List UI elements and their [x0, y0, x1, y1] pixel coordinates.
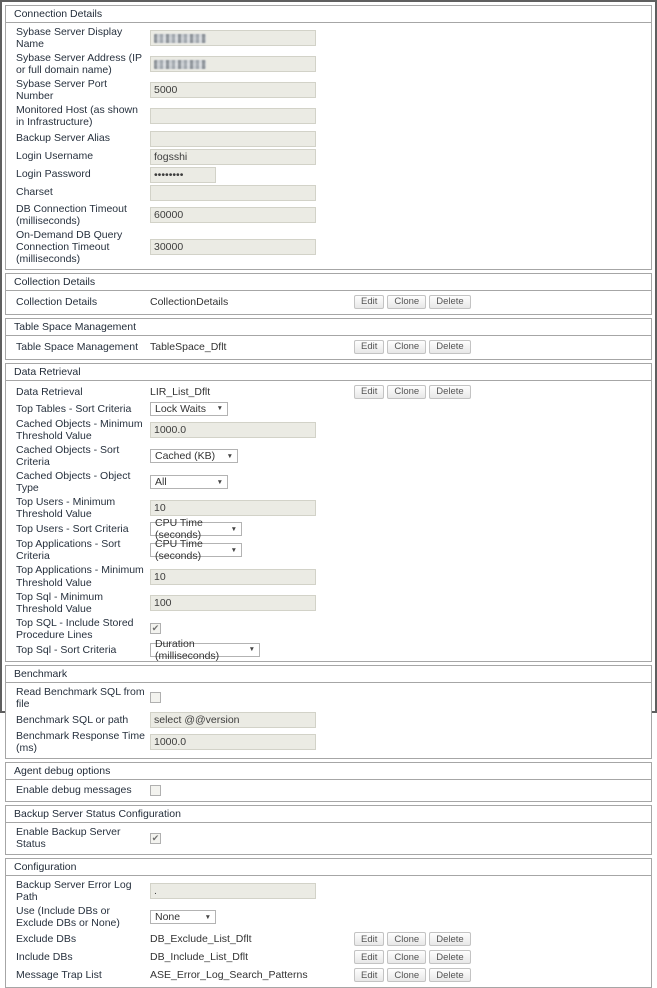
backup-server-error-log-path-input[interactable]: [150, 883, 316, 899]
benchmark-response-time-ms-input[interactable]: [150, 734, 316, 750]
property-row: [6, 401, 651, 417]
redacted-value: [154, 60, 206, 69]
section-rows: [6, 780, 651, 801]
edit-button[interactable]: Edit: [354, 950, 384, 964]
section-rows: [6, 876, 651, 987]
field-label: Backup Server Error Log Path: [16, 879, 132, 904]
input-value: fogsshi: [154, 150, 188, 163]
field-label: Top Sql - Minimum Threshold Value: [16, 590, 103, 615]
field-label: Message Trap List: [16, 969, 102, 982]
property-row: [6, 103, 651, 129]
message-trap-list-value: ASE_Error_Log_Search_Patterns: [150, 969, 308, 982]
delete-button[interactable]: Delete: [429, 385, 470, 399]
edit-button[interactable]: Edit: [354, 385, 384, 399]
sybase-server-address-ip-or-full-domain-name-input[interactable]: [150, 56, 316, 72]
selected-option: CPU Time (seconds): [155, 517, 203, 542]
field-label: Monitored Host (as shown in Infrastructure): [16, 104, 138, 129]
field-label: Cached Objects - Object Type: [16, 470, 131, 495]
field-label: Top Sql - Sort Criteria: [16, 643, 117, 656]
chevron-down-icon: ▼: [216, 405, 223, 413]
edit-button[interactable]: Edit: [354, 340, 384, 354]
clone-button[interactable]: Clone: [387, 932, 426, 946]
property-row: [6, 729, 651, 755]
top-applications-sort-criteria-select[interactable]: [150, 538, 242, 563]
section-rows: [6, 336, 651, 359]
property-row: [6, 782, 651, 798]
section-rows: [6, 823, 651, 854]
top-sql-include-stored-procedure-lines-checkbox[interactable]: [150, 623, 161, 634]
input-value: 10: [154, 502, 166, 515]
clone-button[interactable]: Clone: [387, 295, 426, 309]
delete-button[interactable]: Delete: [429, 968, 470, 982]
input-value: 30000: [154, 240, 184, 253]
field-label: Top Tables - Sort Criteria: [16, 402, 132, 415]
property-row: [6, 966, 651, 984]
section-backup-server-status-configuration: [5, 805, 652, 855]
property-row: [6, 904, 651, 930]
redacted-value: [154, 34, 206, 43]
backup-server-alias-input[interactable]: [150, 131, 316, 147]
delete-button[interactable]: Delete: [429, 295, 470, 309]
top-tables-sort-criteria-select[interactable]: [150, 402, 228, 416]
enable-debug-messages-checkbox[interactable]: [150, 785, 161, 796]
input-value: 10: [154, 570, 166, 583]
section-title: Table Space Management: [6, 319, 651, 336]
selected-option: All: [155, 476, 167, 489]
field-label: Sybase Server Address (IP or full domain name): [16, 52, 142, 77]
property-row: [6, 148, 651, 166]
sybase-server-port-number-input[interactable]: [150, 82, 316, 98]
property-row: [6, 495, 651, 521]
edit-button[interactable]: Edit: [354, 968, 384, 982]
property-row: [6, 590, 651, 616]
field-label: Table Space Management: [16, 340, 138, 353]
field-label: Enable Backup Server Status: [16, 826, 121, 851]
property-row: [6, 711, 651, 729]
input-value: .: [154, 885, 157, 898]
delete-button[interactable]: Delete: [429, 950, 470, 964]
property-row: [6, 469, 651, 495]
collection-details-value: CollectionDetails: [150, 295, 229, 308]
top-users-minimum-threshold-value-input[interactable]: [150, 500, 316, 516]
clone-button[interactable]: Clone: [387, 385, 426, 399]
property-row: [6, 637, 651, 662]
row-actions: [354, 932, 471, 946]
section-title: Collection Details: [6, 274, 651, 291]
property-row: [6, 293, 651, 311]
sybase-server-display-name-input[interactable]: [150, 30, 316, 46]
field-label: Top Applications - Minimum Threshold Value: [16, 564, 144, 589]
cached-objects-sort-criteria-select[interactable]: [150, 449, 238, 463]
field-label: Exclude DBs: [16, 933, 77, 946]
section-title: Agent debug options: [6, 763, 651, 780]
selected-option: None: [155, 911, 181, 924]
input-value: 1000.0: [154, 423, 187, 436]
login-username-input[interactable]: [150, 149, 316, 165]
property-row: [6, 338, 651, 356]
property-row: [6, 130, 651, 148]
field-label: Collection Details: [16, 295, 98, 308]
clone-button[interactable]: Clone: [387, 340, 426, 354]
include-dbs-value: DB_Include_List_Dflt: [150, 951, 249, 964]
section-title: Configuration: [6, 859, 651, 876]
section-table-space-management: [5, 318, 652, 360]
field-label: Benchmark Response Time (ms): [16, 729, 145, 754]
property-row: [6, 616, 651, 642]
exclude-dbs-value: DB_Exclude_List_Dflt: [150, 933, 252, 946]
property-row: [6, 685, 651, 711]
property-row: [6, 563, 651, 589]
delete-button[interactable]: Delete: [429, 932, 470, 946]
row-actions: [354, 968, 471, 982]
field-label: Login Password: [16, 168, 91, 181]
chevron-down-icon: ▼: [248, 646, 255, 654]
delete-button[interactable]: Delete: [429, 340, 470, 354]
section-rows: [6, 23, 651, 269]
chevron-down-icon: ▼: [230, 525, 237, 533]
field-label: Top Applications - Sort Criteria: [16, 538, 121, 563]
field-label: Sybase Server Port Number: [16, 78, 108, 103]
row-actions: [354, 950, 471, 964]
field-label: Top SQL - Include Stored Procedure Lines: [16, 616, 134, 641]
field-label: Top Users - Sort Criteria: [16, 523, 129, 536]
on-demand-db-query-connection-timeout-milliseconds-input[interactable]: [150, 239, 316, 255]
section-rows: [6, 381, 651, 661]
clone-button[interactable]: Clone: [387, 950, 426, 964]
selected-option: CPU Time (seconds): [155, 538, 203, 563]
field-label: DB Connection Timeout (milliseconds): [16, 202, 127, 227]
input-value: 5000: [154, 84, 178, 97]
charset-input[interactable]: [150, 185, 316, 201]
input-value: 100: [154, 596, 172, 609]
table-space-management-value: TableSpace_Dflt: [150, 340, 227, 353]
property-row: [6, 202, 651, 228]
monitored-host-as-shown-in-infrastructure-input[interactable]: [150, 108, 316, 124]
section-benchmark: [5, 665, 652, 759]
section-title: Connection Details: [6, 6, 651, 23]
db-connection-timeout-milliseconds-input[interactable]: [150, 207, 316, 223]
input-value: 60000: [154, 208, 184, 221]
login-password-input[interactable]: [150, 167, 216, 183]
property-row: [6, 383, 651, 401]
field-label: Backup Server Alias: [16, 132, 110, 145]
chevron-down-icon: ▼: [230, 546, 237, 554]
field-label: Enable debug messages: [16, 784, 132, 797]
property-row: [6, 228, 651, 266]
data-retrieval-value: LIR_List_Dflt: [150, 385, 211, 398]
property-row: [6, 878, 651, 904]
property-row: [6, 930, 651, 948]
top-sql-minimum-threshold-value-input[interactable]: [150, 595, 316, 611]
property-row: [6, 51, 651, 77]
field-label: Login Username: [16, 150, 94, 163]
top-applications-minimum-threshold-value-input[interactable]: [150, 569, 316, 585]
selected-option: Lock Waits: [155, 402, 206, 415]
field-label: Cached Objects - Sort Criteria: [16, 443, 120, 468]
property-row: [6, 184, 651, 202]
cached-objects-object-type-select[interactable]: [150, 475, 228, 489]
enable-backup-server-status-checkbox[interactable]: [150, 833, 161, 844]
section-rows: [6, 291, 651, 314]
selected-option: Cached (KB): [155, 450, 216, 462]
benchmark-sql-or-path-input[interactable]: [150, 712, 316, 728]
chevron-down-icon: ▼: [204, 913, 211, 921]
property-row: [6, 443, 651, 469]
row-actions: [354, 385, 471, 399]
field-label: Top Users - Minimum Threshold Value: [16, 496, 116, 521]
chevron-down-icon: ▼: [216, 478, 223, 486]
input-value: select @@version: [154, 713, 240, 726]
top-sql-sort-criteria-select[interactable]: [150, 637, 260, 662]
section-title: Backup Server Status Configuration: [6, 806, 651, 823]
clone-button[interactable]: Clone: [387, 968, 426, 982]
section-data-retrieval: [5, 363, 652, 662]
field-label: On-Demand DB Query Connection Timeout (milliseconds): [16, 228, 123, 265]
section-collection-details: [5, 273, 652, 315]
section-rows: [6, 683, 651, 758]
top-users-sort-criteria-select[interactable]: [150, 517, 242, 542]
section-title: Data Retrieval: [6, 364, 651, 381]
field-label: Include DBs: [16, 951, 73, 964]
row-actions: [354, 295, 471, 309]
edit-button[interactable]: Edit: [354, 295, 384, 309]
use-include-dbs-or-exclude-dbs-or-none-select[interactable]: [150, 910, 216, 924]
field-label: Use (Include DBs or Exclude DBs or None): [16, 905, 120, 930]
read-benchmark-sql-from-file-checkbox[interactable]: [150, 692, 161, 703]
field-label: Cached Objects - Minimum Threshold Value: [16, 417, 143, 442]
row-actions: [354, 340, 471, 354]
cached-objects-minimum-threshold-value-input[interactable]: [150, 422, 316, 438]
chevron-down-icon: ▼: [226, 452, 233, 460]
property-row: [6, 166, 651, 184]
property-row: [6, 948, 651, 966]
section-agent-debug-options: [5, 762, 652, 802]
checkmark-icon: ✔: [151, 623, 160, 634]
field-label: Sybase Server Display Name: [16, 26, 123, 51]
field-label: Benchmark SQL or path: [16, 713, 129, 726]
input-value: ••••••••: [154, 168, 184, 181]
property-row: [6, 825, 651, 851]
property-row: [6, 537, 651, 563]
selected-option: Duration (milliseconds): [155, 637, 220, 662]
field-label: Data Retrieval: [16, 385, 83, 398]
property-row: [6, 517, 651, 542]
section-connection-details: [5, 5, 652, 270]
field-label: Read Benchmark SQL from file: [16, 685, 145, 710]
checkmark-icon: ✔: [151, 832, 160, 843]
section-configuration: [5, 858, 652, 988]
property-row: [6, 417, 651, 443]
field-label: Charset: [16, 186, 53, 199]
input-value: 1000.0: [154, 736, 187, 748]
property-row: [6, 25, 651, 51]
edit-button[interactable]: Edit: [354, 932, 384, 946]
property-row: [6, 77, 651, 103]
section-title: Benchmark: [6, 666, 651, 683]
